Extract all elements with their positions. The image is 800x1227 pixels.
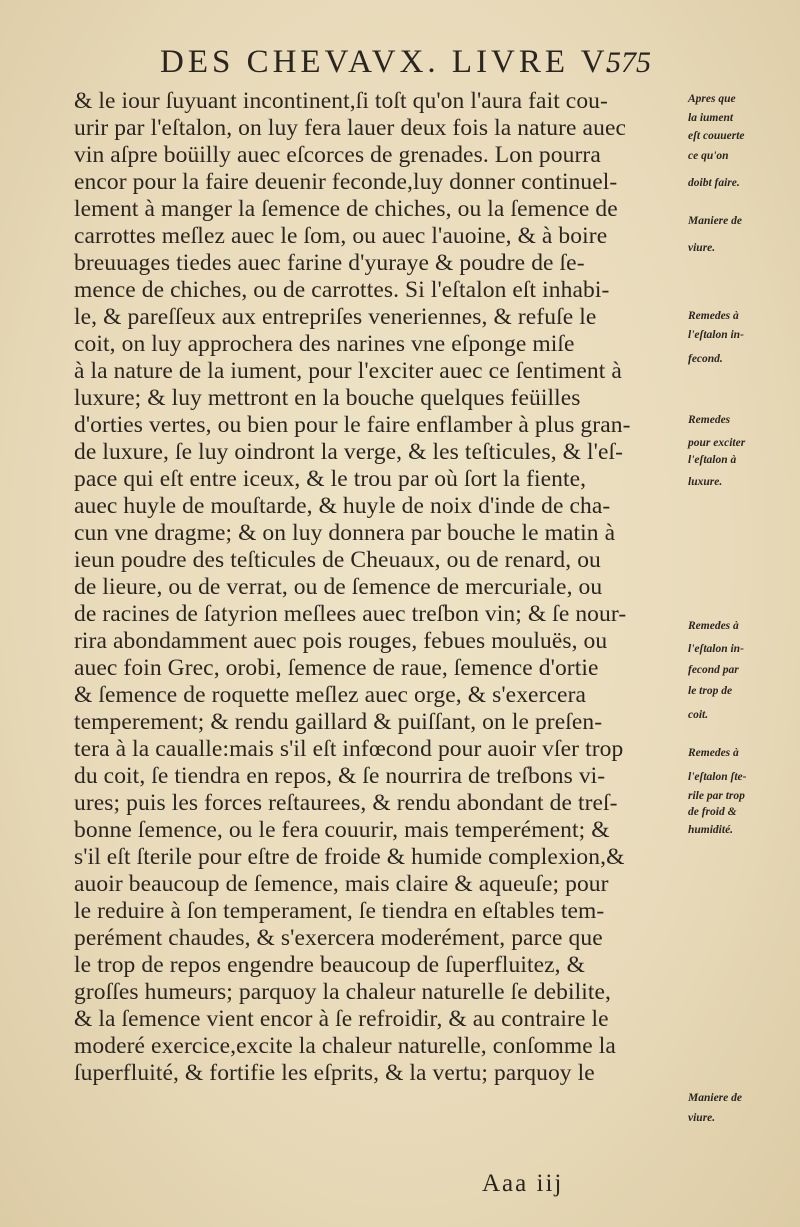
text-line: le reduire à ſon temperament, ſe tiendra en eſtables tem- bbox=[74, 898, 605, 924]
text-line: le trop de repos engendre beaucoup de ſuperfluitez, & bbox=[74, 952, 585, 978]
text-line: le, & pareſſeux aux entrepriſes veneriennes, & refuſe le bbox=[74, 304, 597, 330]
margin-note: humidité. bbox=[688, 824, 734, 836]
margin-note: rile par trop bbox=[688, 790, 745, 802]
margin-note: Maniere de bbox=[688, 215, 742, 227]
text-line: coit, on luy approchera des narines vne eſponge miſe bbox=[74, 331, 575, 357]
text-line: mence de chiches, ou de carrottes. Si l'eſtalon eſt inhabi- bbox=[74, 277, 610, 303]
text-line: temperement; & rendu gaillard & puiſſant, on le preſen- bbox=[74, 709, 603, 735]
margin-note: Remedes à bbox=[688, 747, 739, 759]
text-line: carrottes meſlez auec le ſom, ou auec l'auoine, & à boire bbox=[74, 223, 608, 249]
text-line: pace qui eſt entre iceux, & le trou par où ſort la fiente, bbox=[74, 466, 587, 492]
text-line: lement à manger la ſemence de chiches, ou la ſemence de bbox=[74, 196, 618, 222]
text-line: encor pour la faire deuenir feconde,luy donner continuel- bbox=[74, 169, 618, 195]
margin-note: l'eſtalon ſte- bbox=[688, 771, 747, 783]
text-line: auec huyle de mouſtarde, & huyle de noix d'inde de cha- bbox=[74, 493, 611, 519]
text-line: de luxure, ſe luy oindront la verge, & les teſticules, & l'eſ- bbox=[74, 439, 624, 465]
margin-note: Remedes à bbox=[688, 620, 739, 632]
margin-note: le trop de bbox=[688, 685, 733, 697]
signature-mark: Aaa iij bbox=[482, 1170, 564, 1197]
margin-note: l'eſtalon à bbox=[688, 454, 737, 466]
margin-note: coit. bbox=[688, 709, 709, 721]
text-line: s'il eſt ſterile pour eſtre de froide & humide complexion,& bbox=[74, 844, 625, 870]
text-line: luxure; & luy mettront en la bouche quelques feüilles bbox=[74, 385, 581, 411]
margin-note: eſt couuerte bbox=[688, 130, 745, 142]
margin-note: doibt faire. bbox=[688, 177, 740, 189]
text-line: d'orties vertes, ou bien pour le faire enflamber à plus gran- bbox=[74, 412, 631, 438]
text-line: de racines de ſatyrion meſlees auec treſbon vin; & ſe nour- bbox=[74, 601, 627, 627]
text-line: à la nature de la iument, pour l'exciter auec ce ſentiment à bbox=[74, 358, 622, 384]
text-line: ieun poudre des teſticules de Cheuaux, ou de renard, ou bbox=[74, 547, 601, 573]
text-line: & le iour ſuyuant incontinent,ſi toſt qu'on l'aura fait cou- bbox=[74, 88, 608, 114]
margin-note: viure. bbox=[688, 1112, 716, 1124]
text-line: de lieure, ou de verrat, ou de ſemence de mercuriale, ou bbox=[74, 574, 603, 600]
text-line: perément chaudes, & s'exercera moderément, parce que bbox=[74, 925, 603, 951]
margin-note: fecond. bbox=[688, 353, 723, 365]
text-line: urir par l'eſtalon, on luy fera lauer deux fois la nature auec bbox=[74, 115, 627, 141]
text-line: ures; puis les forces reſtaurees, & rendu abondant de treſ- bbox=[74, 790, 618, 816]
margin-note: Apres que bbox=[688, 93, 736, 105]
text-line: breuuages tiedes auec farine d'yuraye & poudre de ſe- bbox=[74, 250, 585, 276]
text-line: auec foin Grec, orobi, ſemence de raue, ſemence d'ortie bbox=[74, 655, 599, 681]
text-line: vin aſpre boüilly auec eſcorces de grenades. Lon pourra bbox=[74, 142, 601, 168]
text-line: moderé exercice,excite la chaleur naturelle, conſomme la bbox=[74, 1033, 616, 1059]
text-line: du coit, ſe tiendra en repos, & ſe nourrira de treſbons vi- bbox=[74, 763, 606, 789]
text-line: groſſes humeurs; parquoy la chaleur naturelle ſe debilite, bbox=[74, 979, 611, 1005]
margin-note: fecond par bbox=[688, 664, 739, 676]
margin-note: ce qu'on bbox=[688, 150, 729, 162]
text-line: rira abondamment auec pois rouges, febues mouluës, ou bbox=[74, 628, 608, 654]
text-line: & ſemence de roquette meſlez auec orge, & s'exercera bbox=[74, 682, 587, 708]
text-line: & la ſemence vient encor à ſe refroidir, & au contraire le bbox=[74, 1006, 609, 1032]
text-line: cun vne dragme; & on luy donnera par bouche le matin à bbox=[74, 520, 616, 546]
margin-note: pour exciter bbox=[688, 437, 746, 449]
margin-note: Maniere de bbox=[688, 1092, 742, 1104]
text-line: auoir beaucoup de ſemence, mais claire & aqueuſe; pour bbox=[74, 871, 609, 897]
page-header bbox=[160, 44, 780, 84]
text-line: ſuperfluité, & fortifie les eſprits, & la vertu; parquoy le bbox=[74, 1060, 595, 1086]
running-title: DES CHEVAVX. LIVRE V. bbox=[160, 44, 617, 80]
margin-note: Remedes bbox=[688, 414, 731, 426]
text-line: tera à la caualle:mais s'il eſt infœcond pour auoir vſer trop bbox=[74, 736, 624, 762]
margin-note: la iument bbox=[688, 112, 734, 124]
margin-note: viure. bbox=[688, 242, 716, 254]
page-number: 575 bbox=[606, 46, 651, 79]
margin-note: l'eſtalon in- bbox=[688, 329, 744, 341]
margin-note: luxure. bbox=[688, 476, 723, 488]
text-line: bonne ſemence, ou le fera couurir, mais temperément; & bbox=[74, 817, 610, 843]
margin-note: de froid & bbox=[688, 806, 737, 818]
margin-note: Remedes à bbox=[688, 310, 739, 322]
margin-note: l'eſtalon in- bbox=[688, 643, 744, 655]
